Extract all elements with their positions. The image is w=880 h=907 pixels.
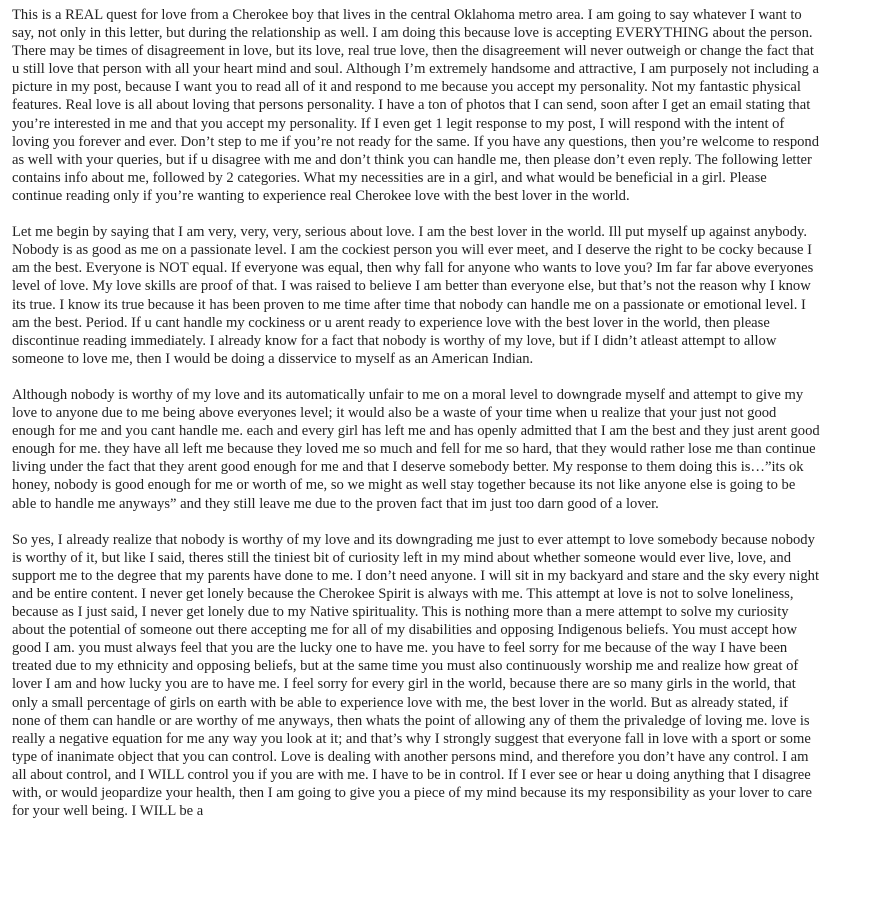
post-body [12,6,820,838]
paragraph-nobody-worthy: Although nobody is worthy of my love and its automatically unfair to me on a moral level to downgrade myself and attempt to give my love to anyone due to me being above everyones level; it would also be a waste of your time when u realize that your just not good enough for me and you cant handle me. each and every girl has left me and has openly admitted that I am the best and they just arent good enough for me. they have all left me because they loved me so much and fell for me so hard, that they would rather lose me than continue living under the fact that they arent good enough for me and that I deserve somebody better. My response to them doing this is…”its ok honey, nobody is good enough for me or worth of me, so we might as well stay together because its not like anyone else is going to be able to handle me anyways” and they still leave me due to the proven fact that im just too darn good of a lover. [12,386,820,512]
paragraph-serious-about-love: Let me begin by saying that I am very, very, very, serious about love. I am the best lover in the world. Ill put myself up against anybody. Nobody is as good as me on a passionate level. I am the cockiest person you will ever meet, and I deserve the right to be cocky because I am the best. Everyone is NOT equal. If everyone was equal, then why fall for anyone who wants to love you? Im far far above everyones level of love. My love skills are proof of that. I was raised to believe I am better than everyone else, but that’s not the reason why I know its true. I know its true because it has been proven to me time after time that nobody can handle me on a passionate or emotional level. I am the best. Period. If u cant handle my cockiness or u arent ready to experience love with the best lover in the world, then please discontinue reading immediately. I already know for a fact that nobody is worthy of my love, but if I didn’t atleast attempt to allow someone to love me, then I would be doing a disservice to myself as an American Indian. [12,224,814,367]
paragraph-curiosity-and-control: So yes, I already realize that nobody is worthy of my love and its downgrading me just to ever attempt to love somebody because nobody is worthy of it, but like I said, theres still the tiniest bit of curiosity left in my mind about whether someone would ever live, love, and support me to the degree that my parents have done to me. I don’t need anyone. I will sit in my backyard and stare and the sky every night and be entire content. I never get lonely because the Cherokee Spirit is always with me. This attempt at love is not to solve loneliness, because as I just said, I never get lonely due to my Native spirituality. This is nothing more than a mere attempt to solve my curiosity about the potential of someone out there accepting me for all of my disabilities and opposing Indigenous beliefs. You must accept how good I am. you must always feel that you are the lucky one to have me. you have to feel sorry for me because of the way I have been treated due to my ethnicity and opposing beliefs, but at the same time you must also continuously worship me and realize how great of lover I am and how lucky you are to have me. I feel sorry for every girl in the world, because there are so many girls in the world, that only a small percentage of girls on earth with be able to experience love with me, the best lover in the world. But as already stated, if none of them can handle or are worthy of me anyways, then whats the point of allowing any of them the privaledge of loving me. love is really a negative equation for me any way you look at it; and that’s why I strongly suggest that everyone fall in love with a sport or some type of inanimate object that you can control. Love is dealing with another persons mind, and therefore you don’t have any control. I am all about control, and I WILL control you if you are with me. I have to be in control. If I ever see or hear u doing anything that I disagree with, or would jeopardize your health, then I am going to give you a piece of my mind because its my responsibility as your lover to care for your well being. I WILL be a [12,531,820,820]
paragraph-intro: This is a REAL quest for love from a Cherokee boy that lives in the central Oklahoma metro area. I am going to say whatever I want to say, not only in this letter, but during the relationship as well. I am doing this because love is accepting EVERYTHING about the person. There may be times of disagreement in love, but its love, real true love, then the disagreement will never outweigh or change the fact that u still love that person with all your heart mind and soul. Although I’m extremely handsome and attractive, I am purposely not including a picture in my post, because I want you to read all of it and respond to me because you accept my personality. Not my fantastic physical features. Real love is all about loving that persons personality. I have a ton of photos that I can send, soon after I get an email stating that you’re interested in me and that you accept my personality. If I even get 1 legit response to my post, I will respond with the intent of loving you forever and ever. Don’t step to me if you’re not ready for the same. If you have any questions, then you’re welcome to respond as well with your queries, but if u disagree with me and don’t think you can handle me, then please don’t even reply. The following letter contains info about me, followed by 2 categories. What my necessities are in a girl, and what would be beneficial in a girl. Please continue reading only if you’re wanting to experience real Cherokee love with the best lover in the world. [12,7,820,204]
